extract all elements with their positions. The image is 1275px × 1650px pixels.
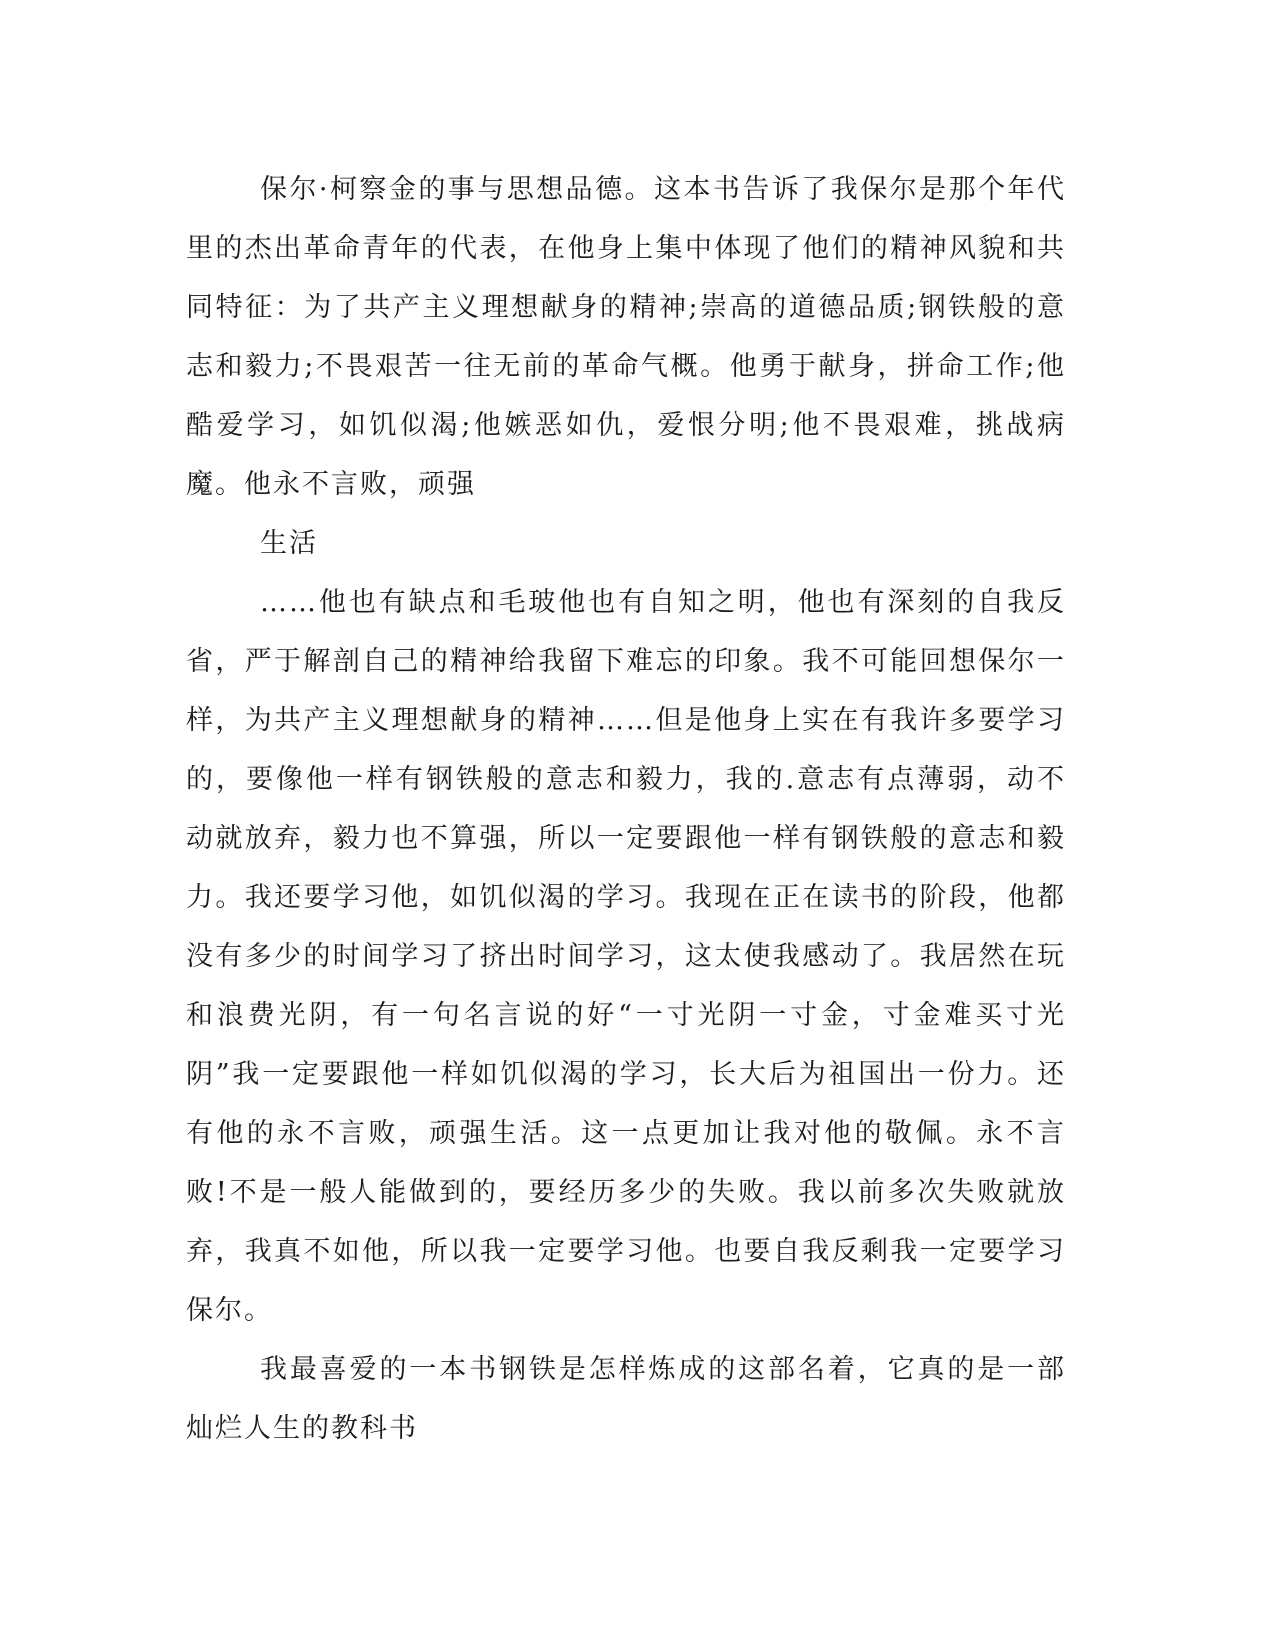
paragraph-2: 生活 <box>260 528 318 559</box>
document-body <box>186 160 1066 1458</box>
paragraph-3: ……他也有缺点和毛玻他也有自知之明，他也有深刻的自我反省，严于解剖自己的精神给我留下难忘的印象。我不可能回想保尔一样，为共产主义理想献身的精神……但是他身上实在有我许多要学习的，要像他一样有钢铁般的意志和毅力，我的.意志有点薄弱，动不动就放弃，毅力也不算强，所以一定要跟他一样有钢铁般的意志和毅力。我还要学习他，如饥似渴的学习。我现在正在读书的阶段，他都没有多少的时间学习了挤出时间学习，这太使我感动了。我居然在玩和浪费光阴，有一句名言说的好“一寸光阴一寸金，寸金难买寸光阴”我一定要跟他一样如饥似渴的学习，长大后为祖国出一份力。还有他的永不言败，顽强生活。这一点更加让我对他的敬佩。永不言败!不是一般人能做到的，要经历多少的失败。我以前多次失败就放弃，我真不如他，所以我一定要学习他。也要自我反剩我一定要学习保尔。 <box>186 587 1066 1326</box>
paragraph-1: 保尔·柯察金的事与思想品德。这本书告诉了我保尔是那个年代里的杰出革命青年的代表，在他身上集中体现了他们的精神风貌和共同特征：为了共产主义理想献身的精神;崇高的道德品质;钢铁般的意志和毅力;不畏艰苦一往无前的革命气概。他勇于献身，拼命工作;他酷爱学习，如饥似渴;他嫉恶如仇，爱恨分明;他不畏艰难，挑战病魔。他永不言败，顽强 <box>186 174 1066 500</box>
paragraph-4: 我最喜爱的一本书钢铁是怎样炼成的这部名着，它真的是一部灿烂人生的教科书 <box>186 1354 1066 1444</box>
